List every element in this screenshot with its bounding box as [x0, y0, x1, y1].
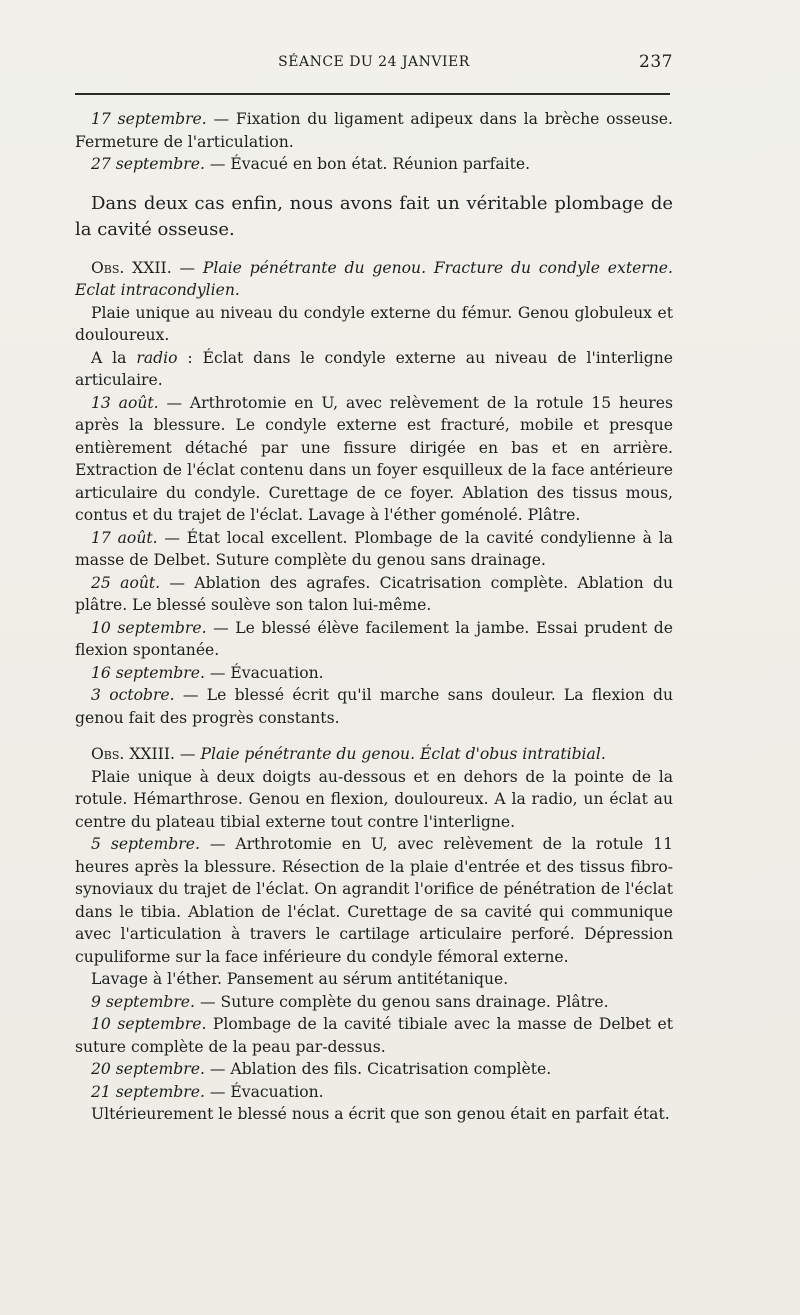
paragraph: 17 août. — État local excellent. Plombage de la cavité condylienne à la masse de Delbet. Suture complète du genou sans drainage.	[75, 528, 673, 569]
date-label: 21 septembre.	[91, 1082, 205, 1101]
date-label: 25 août.	[91, 573, 161, 592]
observation-heading: Obs. XXIII. — Plaie pénétrante du genou. Éclat d'obus intratibial.	[91, 745, 606, 763]
paragraph: 9 septembre. — Suture complète du genou sans drainage. Plâtre.	[91, 992, 609, 1011]
observation-number: Obs. XXII.	[91, 258, 172, 277]
date-label: 16 septembre.	[91, 663, 205, 682]
paragraph: 20 septembre. — Ablation des fils. Cicatrisation complète.	[91, 1060, 552, 1078]
paragraph: 10 septembre. — Le blessé élève facilement la jambe. Essai prudent de flexion spontanée.	[75, 618, 673, 659]
date-label: 13 août.	[91, 393, 159, 412]
date-label: 27 septembre.	[91, 155, 205, 173]
date-label: 3 octobre.	[91, 686, 175, 704]
header-rule	[75, 93, 670, 95]
observation-number: Obs. XXIII.	[91, 745, 175, 763]
date-label: 5 septembre.	[91, 835, 200, 853]
paragraph: Plaie unique à deux doigts au-dessous et en dehors de la pointe de la rotule. Hémarthrose. Genou en flexion, douloureux. A la radio, un éclat au centre du plateau tibial externe tout contre l'interligne.	[75, 767, 673, 831]
header-title: SÉANCE DU 24 JANVIER	[278, 54, 470, 70]
observation-title: Plaie pénétrante du genou. Fracture du condyle externe. Eclat intracondylien.	[75, 258, 673, 299]
date-label: 10 septembre.	[91, 618, 207, 637]
observation-title: Plaie pénétrante du genou. Éclat d'obus intratibial.	[200, 745, 606, 763]
paragraph: 17 septembre. — Fixation du ligament adipeux dans la brèche osseuse. Fermeture de l'articulation.	[75, 110, 673, 151]
paragraph: Ultérieurement le blessé nous a écrit que son genou était en parfait état.	[91, 1105, 670, 1123]
date-label: 17 septembre.	[91, 110, 207, 128]
page-number: 237	[639, 52, 673, 72]
paragraph: A la radio : Éclat dans le condyle externe au niveau de l'interligne articulaire.	[75, 348, 673, 389]
paragraph: 13 août. — Arthrotomie en U, avec relèvement de la rotule 15 heures après la blessure. Le condyle externe est fracturé, mobile et presque entièrement détaché par une fissure dirigée en bas et en arrière. Extraction de l'éclat contenu dans un foyer esquilleux de la face antérieure articulaire du condyle. Curettage de ce foyer. Ablation des tissus mous, contus et du trajet de l'éclat. Lavage à l'éther goménolé. Plâtre.	[75, 393, 673, 524]
paragraph: 16 septembre. — Évacuation.	[91, 663, 324, 682]
date-label: 20 septembre.	[91, 1060, 205, 1078]
paragraph: 5 septembre. — Arthrotomie en U, avec relèvement de la rotule 11 heures après la blessure. Résection de la plaie d'entrée et des tissus fibro-synoviaux du trajet de l'éclat. On agrandit l'orifice de pénétration de l'éclat dans le tibia. Ablation de l'éclat. Curettage de sa cavité qui communique avec l'articulation à travers le cartilage articulaire perforé. Dépression cupuliforme sur la face inférieure du condyle fémoral externe.	[75, 835, 673, 966]
paragraph: 10 septembre. Plombage de la cavité tibiale avec la masse de Delbet et suture complète de la peau par-dessus.	[75, 1015, 674, 1056]
page-body	[75, 108, 673, 1126]
date-label: 17 août.	[91, 528, 158, 547]
paragraph: Plaie unique au niveau du condyle externe du fémur. Genou globuleux et douloureux.	[75, 303, 673, 344]
paragraph: 3 octobre. — Le blessé écrit qu'il marche sans douleur. La flexion du genou fait des progrès constants.	[75, 686, 673, 727]
date-label: 10 septembre.	[91, 1015, 207, 1033]
paragraph-intro: Dans deux cas enfin, nous avons fait un véritable plombage de la cavité osseuse.	[75, 192, 673, 240]
date-label: 9 septembre.	[91, 992, 195, 1011]
paragraph: Lavage à l'éther. Pansement au sérum antitétanique.	[91, 970, 509, 988]
observation-heading: Obs. XXII. — Plaie pénétrante du genou. Fracture du condyle externe. Eclat intracondylien.	[75, 258, 673, 299]
paragraph: 27 septembre. — Évacué en bon état. Réunion parfaite.	[91, 155, 531, 173]
running-header	[75, 52, 673, 76]
paragraph: 25 août. — Ablation des agrafes. Cicatrisation complète. Ablation du plâtre. Le blessé soulève son talon lui-même.	[75, 573, 673, 614]
paragraph: 21 septembre. — Évacuation.	[91, 1082, 324, 1101]
